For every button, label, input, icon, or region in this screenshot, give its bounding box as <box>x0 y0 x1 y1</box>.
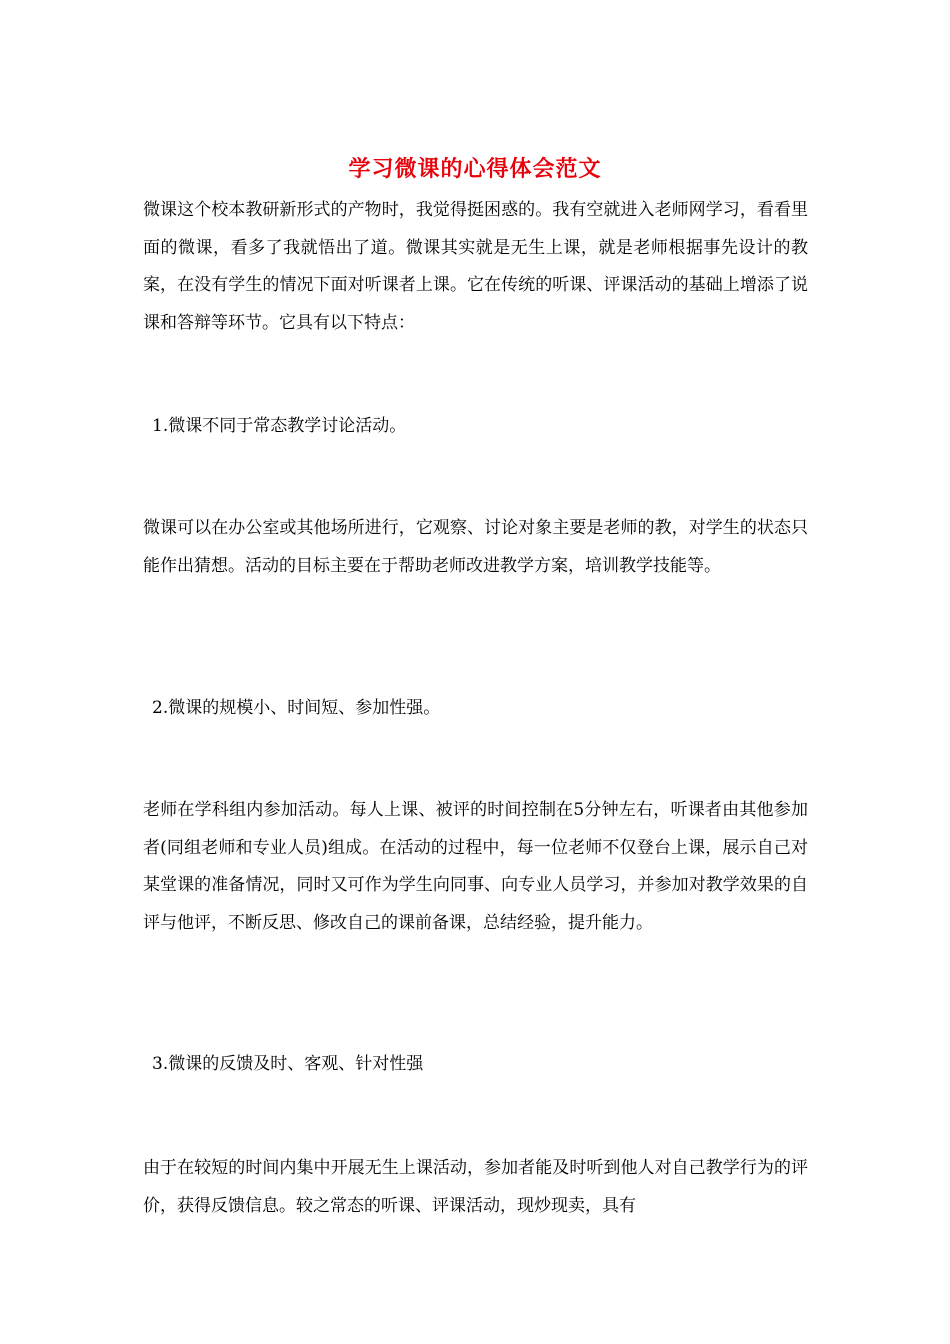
point-3-body: 由于在较短的时间内集中开展无生上课活动，参加者能及时听到他人对自己教学行为的评价，获得反馈信息。较之常态的听课、评课活动，现炒现卖，具有 <box>143 1158 808 1216</box>
point-2-body: 老师在学科组内参加活动。每人上课、被评的时间控制在5分钟左右，听课者由其他参加者(同组老师和专业人员)组成。在活动的过程中，每一位老师不仅登台上课，展示自己对某堂课的准备情况，同时又可作为学生向同事、向专业人员学习，并参加对教学效果的自评与他评，不断反思、修改自己的课前备课，总结经验，提升能力。 <box>143 800 808 933</box>
point-1-body: 微课可以在办公室或其他场所进行，它观察、讨论对象主要是老师的教，对学生的状态只能作出猜想。活动的目标主要在于帮助老师改进教学方案，培训教学技能等。 <box>143 518 808 576</box>
point-2-heading: 2.微课的规模小、时间短、参加性强。 <box>152 698 441 718</box>
intro-paragraph: 微课这个校本教研新形式的产物时，我觉得挺困惑的。我有空就进入老师网学习，看看里面的微课，看多了我就悟出了道。微课其实就是无生上课，就是老师根据事先设计的教案，在没有学生的情况下面对听课者上课。它在传统的听课、评课活动的基础上增添了说课和答辩等环节。它具有以下特点： <box>143 200 808 333</box>
point-1-heading: 1.微课不同于常态教学讨论活动。 <box>152 416 407 436</box>
point-3-heading: 3.微课的反馈及时、客观、针对性强 <box>152 1054 424 1074</box>
document-title: 学习微课的心得体会范文 <box>348 156 602 182</box>
